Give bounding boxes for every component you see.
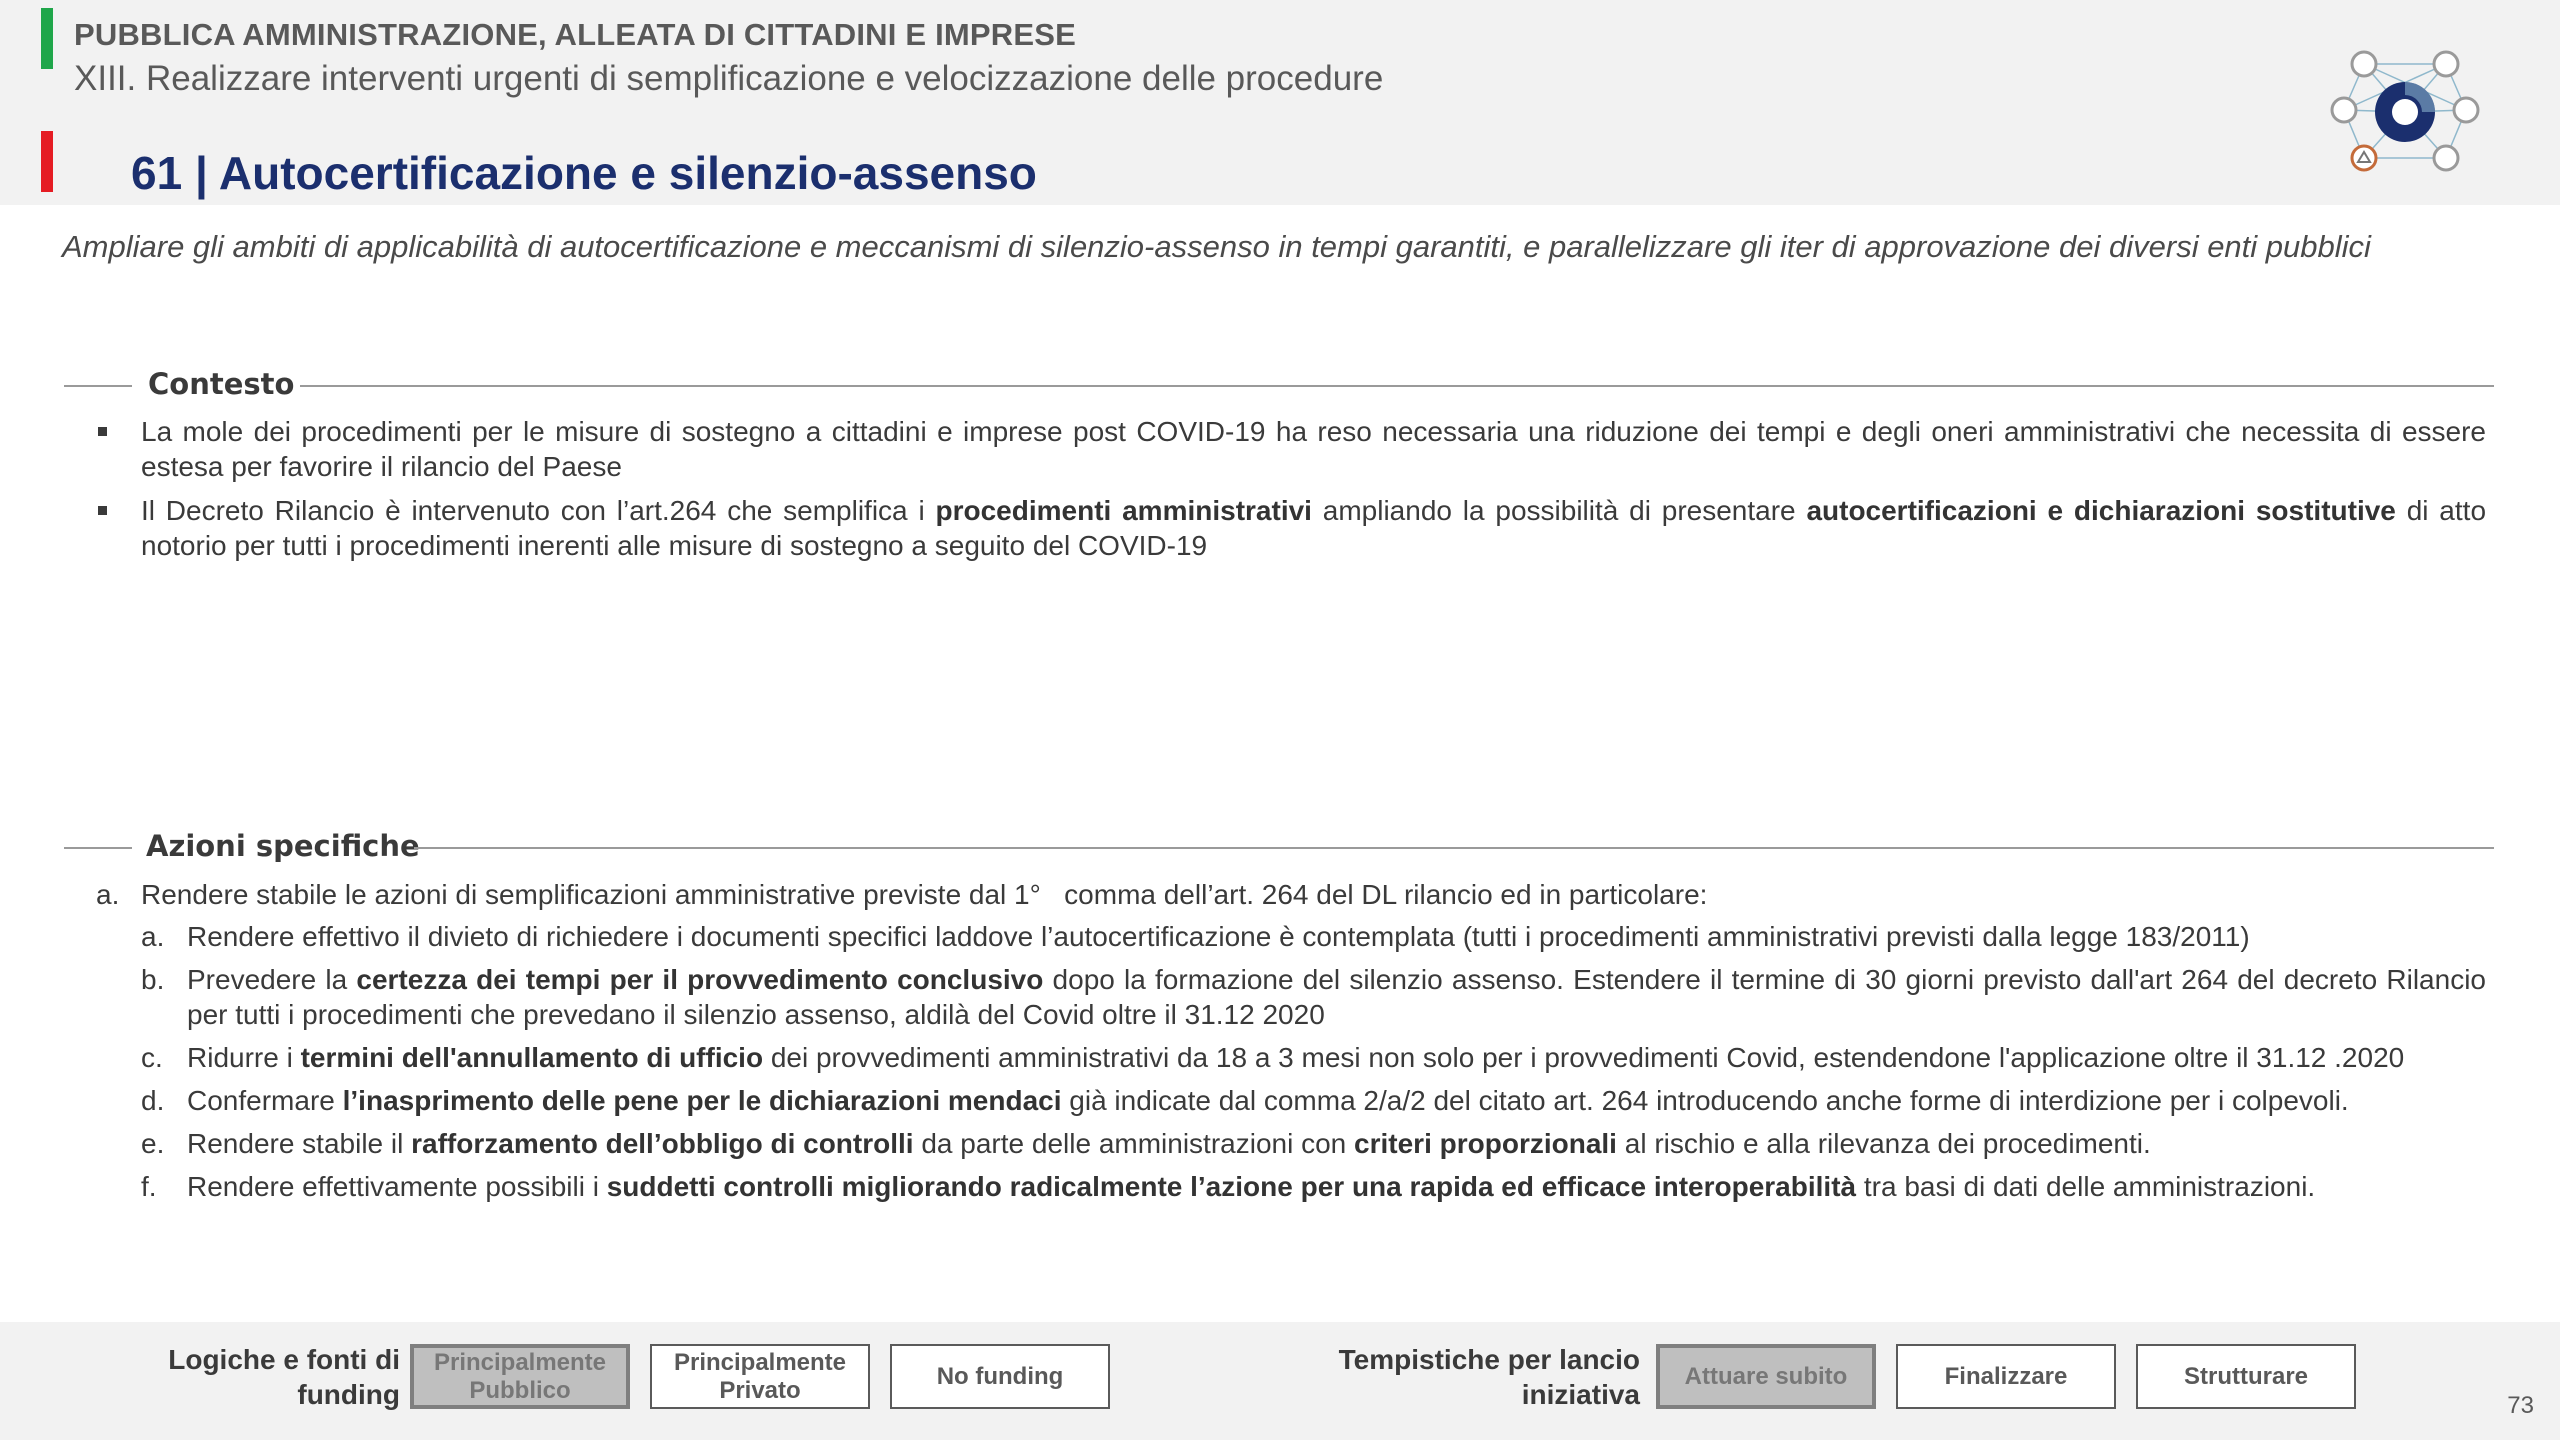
list-item: a. Rendere stabile le azioni di semplificazioni amministrative previste dal 1° comma dell’art. 264 del DL rilancio ed in particolare: — [96, 879, 1708, 910]
list-item: b. Prevedere la certezza dei tempi per il provvedimento conclusivo dopo la formazione del silenzio assenso. Estendere il termine di 30 giorni previsto dall'art 264 del decreto Rilancio per tutti i procedimenti che prevedano il silenzio assenso, aldilà del Covid oltre il 31.12 2020 — [141, 964, 2486, 1030]
bullet-square-icon — [98, 427, 107, 436]
azioni-section-header — [64, 827, 2494, 867]
footer-band — [0, 1322, 2560, 1440]
azioni-label: Azioni specifiche — [146, 829, 420, 863]
subsection-title: XIII. Realizzare interventi urgenti di semplificazione e velocizzazione delle procedure — [74, 59, 1384, 98]
timing-now-button[interactable]: Attuare subito — [1656, 1344, 1876, 1409]
timing-label: Tempistiche per lancio iniziativa — [1338, 1344, 1640, 1410]
page-subtitle: Ampliare gli ambiti di applicabilità di autocertificazione e meccanismi di silenzio-assenso in tempi garantiti, e parallelizzare gli iter di approvazione dei diversi enti pubblici — [62, 229, 2371, 264]
list-item: f. Rendere effettivamente possibili i suddetti controlli migliorando radicalmente l’azione per una rapida ed efficace interoperabilità tra basi di dati delle amministrazioni. — [141, 1171, 2316, 1202]
timing-structure-button[interactable]: Strutturare — [2136, 1344, 2356, 1409]
page-title: 61 | Autocertificazione e silenzio-assenso — [131, 147, 1037, 199]
contesto-list — [96, 414, 2486, 572]
list-item: d. Confermare l’inasprimento delle pene per le dichiarazioni mendaci già indicate dal comma 2/a/2 del citato art. 264 introducendo anche forme di interdizione per i colpevoli. — [141, 1085, 2349, 1116]
timing-finalize-button[interactable]: Finalizzare — [1896, 1344, 2116, 1409]
contesto-section-header — [64, 365, 2494, 405]
page-number: 73 — [2507, 1392, 2534, 1419]
funding-label: Logiche e fonti di funding — [168, 1344, 400, 1410]
bullet-square-icon — [98, 506, 107, 515]
list-item: e. Rendere stabile il rafforzamento dell’obbligo di controlli da parte delle amministrazioni con criteri proporzionali al rischio e alla rilevanza dei procedimenti. — [141, 1128, 2151, 1159]
header-band — [0, 0, 2560, 205]
no-funding-button[interactable]: No funding — [890, 1344, 1110, 1409]
funding-private-button[interactable]: Principalmente Privato — [650, 1344, 870, 1409]
network-logo-icon — [2330, 42, 2480, 182]
list-item: c. Ridurre i termini dell'annullamento di ufficio dei provvedimenti amministrativi da 18 a 3 mesi non solo per i provvedimenti Covid, estendendone l'applicazione oltre il 31.12 .2020 — [141, 1042, 2405, 1073]
list-item: Il Decreto Rilancio è intervenuto con l’art.264 che semplifica i procedimenti amministrativi ampliando la possibilità di presentare autocertificazioni e dichiarazioni sostitutive di atto notorio per tutti i procedimenti inerenti alle misure di sostegno a seguito del COVID-19 — [96, 493, 2486, 563]
section-title: PUBBLICA AMMINISTRAZIONE, ALLEATA DI CITTADINI E IMPRESE — [74, 17, 1077, 52]
funding-public-button[interactable]: Principalmente Pubblico — [410, 1344, 630, 1409]
list-item: a. Rendere effettivo il divieto di richiedere i documenti specifici laddove l’autocertificazione è contemplata (tutti i procedimenti amministrativi previsti dalla legge 183/2011) — [141, 921, 2250, 952]
azioni-list — [96, 877, 2486, 1212]
contesto-label: Contesto — [148, 367, 295, 401]
list-item: La mole dei procedimenti per le misure di sostegno a cittadini e imprese post COVID-19 ha reso necessaria una riduzione dei tempi e degli oneri amministrativi che necessita di essere estesa per favorire il rilancio del Paese — [96, 414, 2486, 484]
italian-flag-bar — [41, 8, 53, 192]
